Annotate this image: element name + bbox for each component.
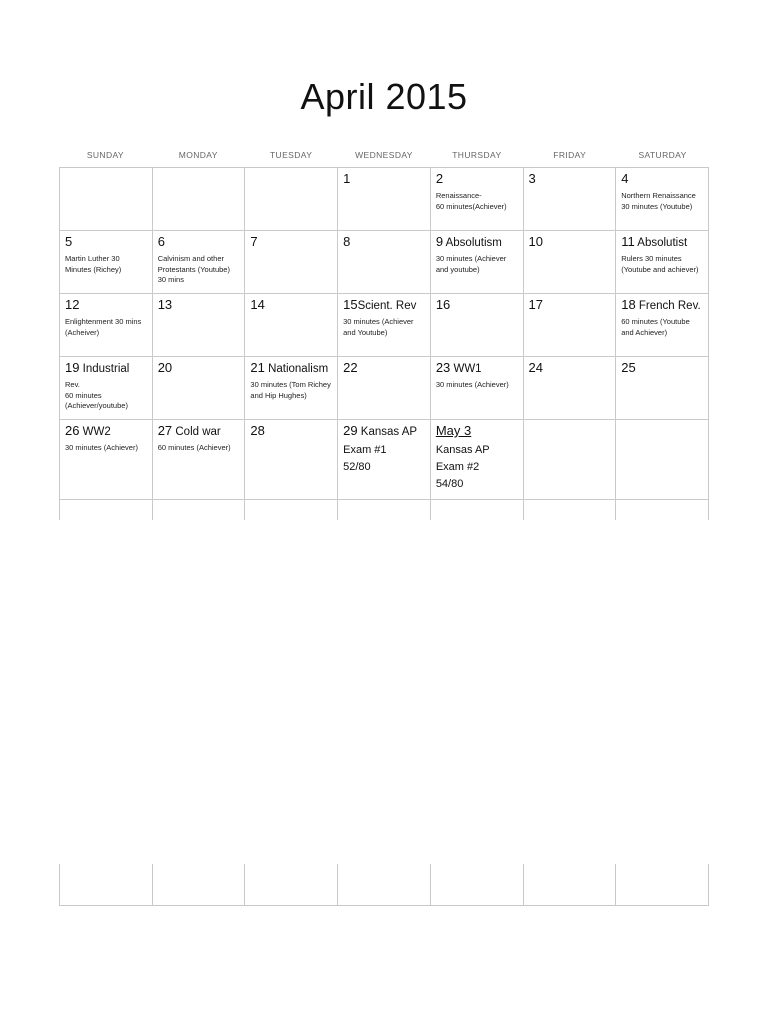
- day-number: 19: [65, 360, 80, 375]
- day-number: 29: [343, 423, 358, 438]
- calendar-title: April 2015: [300, 76, 468, 117]
- calendar-day-cell: [245, 357, 338, 420]
- day-header: [250, 234, 332, 251]
- bottom-cell: [430, 864, 523, 906]
- calendar-day-cell: [60, 420, 153, 500]
- calendar-empty-cell: [338, 500, 431, 521]
- calendar-week-row: [60, 168, 709, 231]
- calendar-day-cell: [616, 231, 709, 294]
- calendar-day-cell: [152, 420, 245, 500]
- day-number: 27: [157, 423, 173, 438]
- day-number: 8: [343, 234, 351, 249]
- day-event-title: French Rev.: [635, 300, 701, 312]
- day-event-title: Absolutist: [634, 237, 688, 249]
- calendar-week-row: [60, 294, 709, 357]
- bottom-cell: [616, 864, 709, 906]
- day-number: 12: [65, 297, 80, 312]
- day-number: 4: [621, 171, 629, 186]
- day-header: [250, 297, 332, 314]
- day-number: 3: [528, 171, 536, 186]
- calendar-day-cell: [338, 294, 431, 357]
- bottom-cell: [245, 864, 338, 906]
- day-header: [343, 171, 425, 188]
- day-header: [436, 423, 518, 440]
- calendar-day-cell: [338, 231, 431, 294]
- day-header: [529, 171, 611, 188]
- day-header: [158, 297, 240, 314]
- day-header: [436, 234, 518, 251]
- calendar-day-cell: [523, 420, 616, 500]
- calendar-grid: [59, 167, 709, 520]
- calendar-day-cell: [430, 231, 523, 294]
- day-note: Martin Luther 30 Minutes (Richey): [65, 254, 122, 274]
- day-event-title: Scient. Rev: [357, 300, 417, 312]
- calendar-grid-bottom-row: [59, 864, 709, 906]
- day-number: 5: [65, 234, 73, 249]
- bottom-cell: [60, 864, 153, 906]
- day-header: [436, 171, 518, 188]
- day-header: [65, 297, 147, 314]
- day-number: 13: [157, 297, 173, 312]
- day-number: 1: [343, 171, 351, 186]
- calendar-empty-cell: [430, 500, 523, 521]
- calendar-day-cell: [60, 294, 153, 357]
- day-number: 6: [157, 234, 165, 249]
- day-number: 18: [621, 297, 636, 312]
- day-note: 30 minutes (Tom Richey and Hip Hughes): [250, 380, 331, 400]
- calendar-week-row: [60, 420, 709, 500]
- day-number: 25: [621, 360, 636, 375]
- calendar-day-cell: [245, 168, 338, 231]
- calendar-empty-row: [60, 500, 709, 521]
- calendar-day-cell: [60, 357, 153, 420]
- calendar-day-cell: [338, 357, 431, 420]
- day-exam-note: Kansas AP Exam #2 54/80: [435, 444, 490, 490]
- calendar-empty-cell: [616, 500, 709, 521]
- day-number: 22: [343, 360, 358, 375]
- day-number: 11: [621, 234, 635, 249]
- day-header: [529, 297, 611, 314]
- day-event-title: WW2: [79, 426, 111, 438]
- day-number: 24: [528, 360, 543, 375]
- day-header: [529, 234, 611, 251]
- day-header: [621, 360, 703, 377]
- calendar-day-cell: [60, 168, 153, 231]
- calendar-empty-cell: [523, 500, 616, 521]
- calendar-day-cell: [430, 357, 523, 420]
- day-header: [65, 423, 147, 440]
- day-note: Enlightenment 30 mins (Acheiver): [65, 317, 142, 337]
- day-event-title: Absolutism: [443, 237, 502, 249]
- day-note: Northern Renaissance 30 minutes (Youtube): [621, 191, 696, 211]
- calendar-day-cell: [152, 294, 245, 357]
- day-note: Calvinism and other Protestants (Youtube) 30 mins: [157, 254, 230, 284]
- calendar-day-cell: [616, 420, 709, 500]
- day-number: 28: [250, 423, 265, 438]
- day-header: [158, 423, 240, 440]
- dow-saturday: SATURDAY: [638, 150, 687, 160]
- day-number: 14: [250, 297, 265, 312]
- day-header: [621, 234, 703, 251]
- day-note: 60 minutes (Achiever): [157, 443, 231, 452]
- calendar-day-cell: [152, 231, 245, 294]
- day-header: [158, 234, 240, 251]
- dow-monday: MONDAY: [178, 150, 218, 160]
- day-header: [250, 423, 332, 440]
- calendar-day-cell: [245, 294, 338, 357]
- day-note: Rulers 30 minutes (Youtube and achiever): [621, 254, 699, 274]
- day-header: [343, 234, 425, 251]
- dow-sunday: SUNDAY: [86, 150, 125, 160]
- day-event-title: Kansas AP: [357, 426, 418, 438]
- day-note: 60 minutes (Youtube and Achiever): [621, 317, 690, 337]
- calendar-day-cell: [616, 168, 709, 231]
- calendar-day-cell: [430, 168, 523, 231]
- day-event-title: Cold war: [172, 426, 221, 438]
- day-number: 26: [65, 423, 80, 438]
- calendar-day-cell: [338, 420, 431, 500]
- day-note: 30 minutes (Achiever): [65, 443, 138, 452]
- dow-friday: FRIDAY: [553, 150, 587, 160]
- day-number: May 3: [435, 423, 472, 438]
- calendar-day-cell: [152, 357, 245, 420]
- calendar-day-cell: [338, 168, 431, 231]
- day-event-title: Industrial: [79, 363, 130, 375]
- bottom-cell: [338, 864, 431, 906]
- day-header: [621, 297, 703, 314]
- day-number: 20: [157, 360, 173, 375]
- day-header: [343, 297, 425, 314]
- day-number: 17: [528, 297, 543, 312]
- calendar-day-cell: [523, 357, 616, 420]
- day-exam-note: Exam #1 52/80: [343, 444, 387, 473]
- calendar-day-cell: [616, 294, 709, 357]
- calendar-empty-cell: [245, 500, 338, 521]
- day-header: [158, 360, 240, 377]
- day-number: 15: [343, 297, 358, 312]
- calendar-day-cell: [523, 294, 616, 357]
- calendar-day-cell: [616, 357, 709, 420]
- day-number: 23: [435, 360, 451, 375]
- day-event-title: WW1: [450, 363, 482, 375]
- calendar-day-cell: [245, 420, 338, 500]
- day-header: [621, 171, 703, 188]
- calendar-day-cell: [523, 231, 616, 294]
- day-number: 7: [250, 234, 258, 249]
- day-number: 16: [435, 297, 451, 312]
- calendar-week-row: [60, 357, 709, 420]
- bottom-cell: [152, 864, 245, 906]
- days-of-week-header: [59, 150, 709, 160]
- calendar-day-cell: [523, 168, 616, 231]
- calendar-day-cell: [430, 294, 523, 357]
- dow-tuesday: TUESDAY: [269, 150, 313, 160]
- day-note: 30 minutes (Achiever and youtube): [435, 254, 507, 274]
- day-event-title: Nationalism: [264, 363, 329, 375]
- calendar-day-cell: [152, 168, 245, 231]
- day-number: 2: [435, 171, 444, 186]
- calendar-day-cell: [60, 231, 153, 294]
- bottom-cell: [523, 864, 616, 906]
- day-number: 10: [528, 234, 543, 249]
- day-note: Rev. 60 minutes (Achiever/youtube): [65, 380, 128, 410]
- calendar-week-row: [60, 231, 709, 294]
- calendar-empty-cell: [152, 500, 245, 521]
- day-header: [436, 297, 518, 314]
- day-number: 9: [435, 234, 444, 249]
- day-note: Renaissance- 60 minutes(Achiever): [435, 191, 507, 211]
- calendar-empty-cell: [60, 500, 153, 521]
- day-header: [65, 360, 147, 377]
- day-note: 30 minutes (Achiever): [435, 380, 509, 389]
- calendar-day-cell: [430, 420, 523, 500]
- day-header: [436, 360, 518, 377]
- day-header: [343, 360, 425, 377]
- day-header: [65, 234, 147, 251]
- dow-thursday: THURSDAY: [452, 150, 502, 160]
- day-header: [250, 360, 332, 377]
- day-header: [343, 423, 425, 440]
- dow-wednesday: WEDNESDAY: [355, 150, 413, 160]
- day-header: [529, 360, 611, 377]
- calendar-day-cell: [245, 231, 338, 294]
- day-note: 30 minutes (Achiever and Youtube): [343, 317, 414, 337]
- day-number: 21: [250, 360, 265, 375]
